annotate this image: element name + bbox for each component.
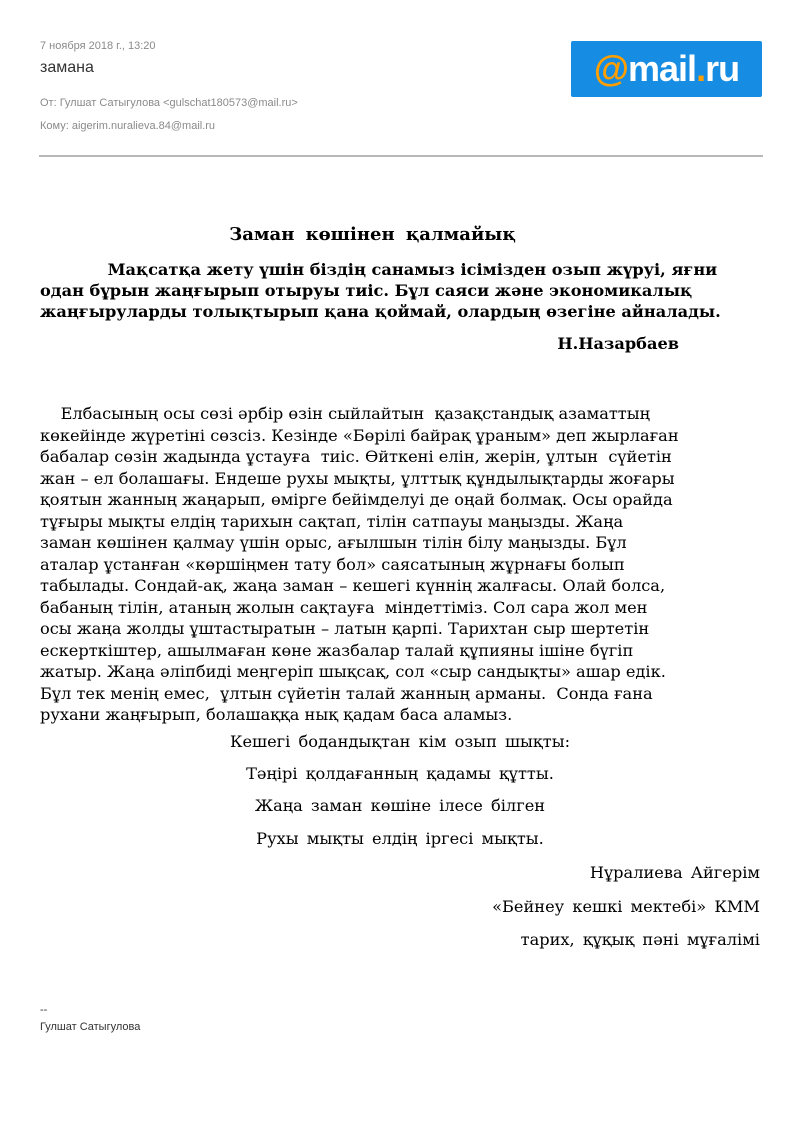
header-divider <box>39 155 763 157</box>
signature-position: тарих, құқық пәні мұғалімі <box>520 930 760 949</box>
body-line: тұғыры мықты елдің тарихын сақтап, тілін сатпауы маңызды. Жаңа <box>40 511 624 531</box>
poem-line: Кешегі бодандықтан кім озып шықты: <box>229 732 571 751</box>
body-line: рухани жаңғырып, болашаққа нық қадам баса аламыз. <box>40 705 513 724</box>
body-line: көкейінде жүретіні сөзсіз. Кезінде «Бөрілі байрақ ұраным» деп жырлаған <box>40 425 679 445</box>
epigraph-line: жаңғыруларды толықтырып қана қоймай, олардың өзегіне айналады. <box>40 302 721 321</box>
body-line: бабалар сөзін жадында ұстауға тиіс. Өйткені елін, жерін, ұлтын сүйетін <box>40 447 672 466</box>
footer-sender-name: Гулшат Сатыгулова <box>40 1021 141 1033</box>
signature-separator: -- <box>40 1004 48 1016</box>
epigraph-line: одан бұрын жаңғырып отыруы тиіс. Бұл саяси және экономикалық <box>40 281 693 300</box>
body-line: ескерткіштер, ашылмаған көне жазбалар талай құпияны ішіне бүгіп <box>40 640 634 660</box>
poem-line: Жаңа заман көшіне ілесе білген <box>254 796 546 815</box>
email-date: 7 ноября 2018 г., 13:20 <box>40 40 156 52</box>
poem-line: Рухы мықты елдің іргесі мықты. <box>256 829 544 848</box>
mailru-logo: @ mail . ru <box>571 41 762 97</box>
epigraph-author: Н.Назарбаев <box>557 334 679 353</box>
body-line: бабаның тілін, атаның жолын сақтауға міндеттіміз. Сол сара жол мен <box>40 597 648 617</box>
body-line: жатыр. Жаңа әліпбиді меңгеріп шықсақ, сол «сыр сандықты» ашар едік. <box>40 662 666 681</box>
email-to: Кому: aigerim.nuralieva.84@mail.ru <box>40 120 216 132</box>
body-line: Бұл тек менің емес, ұлтын сүйетін талай жанның арманы. Сонда ғана <box>40 683 653 703</box>
poem-line: Тәңірі қолдағанның қадамы құтты. <box>246 764 554 783</box>
letter-body <box>40 403 770 726</box>
epigraph <box>40 259 770 322</box>
epigraph-line: Мақсатқа жету үшін біздің санамыз ісімізден озып жүруі, яғни <box>40 260 718 279</box>
letter-title: Заман көшінен қалмайық <box>229 224 516 245</box>
body-line: қоятын жанның жаңарып, өмірге бейімделуі де оңай болмақ. Осы орайда <box>40 490 673 509</box>
body-line: аталар ұстанған «көршіңмен тату бол» саясатының жұрнағы болып <box>40 554 625 574</box>
signature-name: Нұралиева Айгерім <box>589 863 760 882</box>
body-line: Елбасының осы сөзі әрбір өзін сыйлайтын қазақстандық азаматтың <box>40 404 651 423</box>
signature-school: «Бейнеу кешкі мектебі» КММ <box>492 897 760 916</box>
email-subject: замана <box>40 59 94 76</box>
body-line: жан – ел болашағы. Ендеше рухы мықты, ұлттық құндылықтарды жоғары <box>40 468 675 488</box>
body-line: заман көшінен қалмау үшін орыс, ағылшын тілін білу маңызды. Бұл <box>40 533 627 552</box>
email-from: От: Гулшат Сатыгулова <gulschat180573@mail.ru> <box>40 97 298 109</box>
body-line: осы жаңа жолды ұштастыратын – латын қарпі. Тарихтан сыр шертетін <box>40 619 650 638</box>
body-line: табылады. Сондай-ақ, жаңа заман – кешегі күннің жалғасы. Олай болса, <box>40 576 666 595</box>
